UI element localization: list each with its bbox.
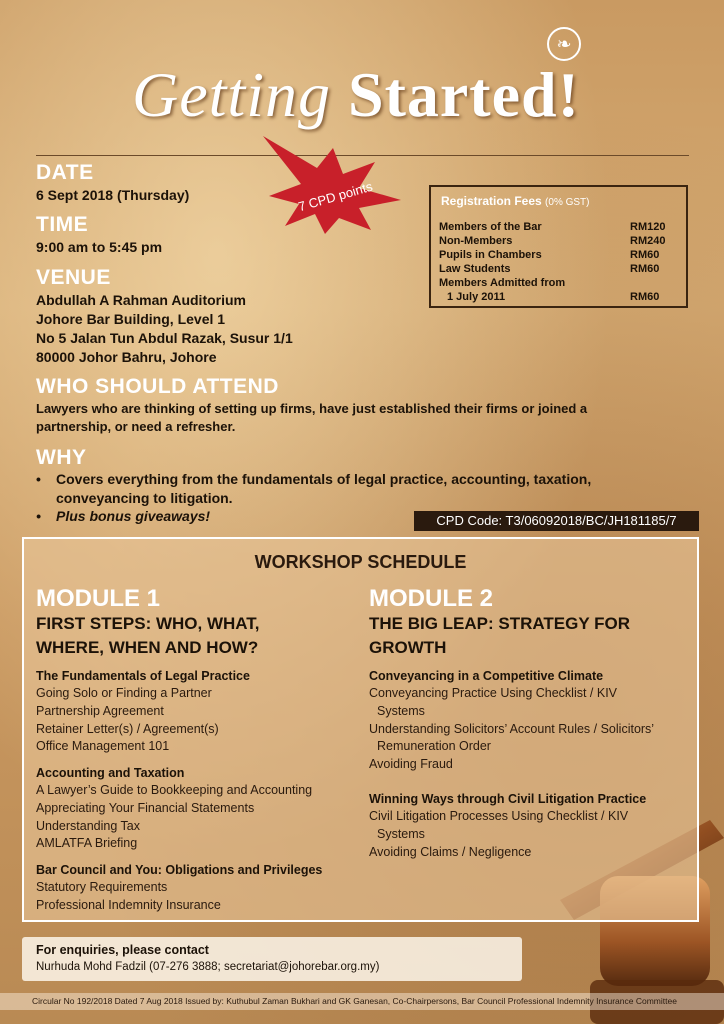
m1-list-item: Office Management 101 [36, 739, 170, 753]
why-bullet-2 [36, 507, 336, 526]
workshop-schedule-title: WORKSHOP SCHEDULE [254, 552, 467, 572]
m1-list-item: Statutory Requirements [36, 880, 168, 894]
venue-line-4: 80000 Johor Bahru, Johore [36, 349, 217, 365]
fee-name: Members of the Bar [439, 221, 542, 233]
venue-line-1: Abdullah A Rahman Auditorium [36, 292, 246, 308]
cpd-code: CPD Code: T3/06092018/BC/JH181185/7 [414, 511, 699, 531]
module-1-label: MODULE 1 [36, 585, 161, 612]
fees-title [441, 194, 590, 208]
fee-name: 1 July 2011 [447, 291, 506, 303]
fee-price: RM60 [630, 291, 660, 303]
m1-list-item: Understanding Tax [36, 819, 141, 833]
fee-name: Non-Members [439, 235, 513, 247]
m1-section-heading: The Fundamentals of Legal Practice [36, 669, 250, 683]
venue-line-3: No 5 Jalan Tun Abdul Razak, Susur 1/1 [36, 330, 293, 346]
who-heading: WHO SHOULD ATTEND [36, 375, 279, 398]
footer-bar [0, 993, 724, 1010]
why-bullet-2-text: Plus bonus giveaways! [56, 508, 211, 524]
m1-list-item: Appreciating Your Financial Statements [36, 801, 255, 815]
module-2-label: MODULE 2 [369, 585, 494, 612]
m1-list-item: Retainer Letter(s) / Agreement(s) [36, 722, 219, 736]
why-heading: WHY [36, 446, 87, 469]
who-line-2: partnership, or need a refresher. [36, 419, 236, 434]
m2-list-item: Conveyancing Practice Using Checklist / KIV [369, 686, 618, 700]
m1-list-item: A Lawyer’s Guide to Bookkeeping and Accounting [36, 783, 313, 797]
m2-section-heading: Winning Ways through Civil Litigation Practice [369, 792, 647, 806]
why-bullet-1-cont [36, 489, 676, 508]
footer-circular-text: Circular No 192/2018 Dated 7 Aug 2018 Issued by: Kuthubul Zaman Bukhari and GK Ganesan, Co-Chairpersons, Bar Council Professional Indemnity Insurance Committee [32, 996, 677, 1006]
module-2-subtitle-line-1: THE BIG LEAP: STRATEGY FOR [369, 614, 630, 633]
m2-section-heading: Conveyancing in a Competitive Climate [369, 669, 604, 683]
module-1-subtitle-line-1: FIRST STEPS: WHO, WHAT, [36, 614, 260, 633]
m1-section-heading: Bar Council and You: Obligations and Privileges [36, 863, 323, 877]
bullet-icon: • [36, 508, 41, 524]
why-bullet-1-line-2: conveyancing to litigation. [56, 490, 233, 506]
why-bullet-1-line-1: Covers everything from the fundamentals of legal practice, accounting, taxation, [56, 471, 592, 487]
fees-title-text: Registration Fees [441, 194, 542, 208]
who-line-1: Lawyers who are thinking of setting up firms, have just established their firms or joined a [36, 401, 588, 416]
venue-heading: VENUE [36, 266, 111, 289]
bullet-icon: • [36, 471, 41, 487]
date-heading: DATE [36, 161, 94, 184]
fee-price: RM60 [630, 263, 660, 275]
m1-section-heading: Accounting and Taxation [36, 766, 185, 780]
title-started: Started! [330, 59, 580, 130]
fee-price: RM120 [630, 221, 666, 233]
fees-gst-note: (0% GST) [545, 197, 590, 208]
cpd-starburst-icon [255, 130, 405, 235]
venue-line-2: Johore Bar Building, Level 1 [36, 311, 226, 327]
m2-list-item: Civil Litigation Processes Using Checklist / KIV [369, 809, 629, 823]
fee-name: Members Admitted from [439, 277, 566, 289]
title-getting: Getting [132, 59, 331, 130]
m1-list-item: Going Solo or Finding a Partner [36, 686, 212, 700]
fee-price: RM60 [630, 249, 660, 261]
fee-name: Pupils in Chambers [439, 249, 542, 261]
cpd-points-badge: 7 CPD points [296, 178, 375, 215]
enquiries-box [22, 937, 522, 981]
m2-list-item: Understanding Solicitors’ Account Rules / Solicitors’ [369, 722, 655, 736]
time-heading: TIME [36, 213, 89, 236]
m2-list-item: Avoiding Claims / Negligence [369, 845, 532, 859]
registration-fees-box [429, 185, 688, 308]
m2-list-item: Systems [377, 704, 425, 718]
m2-list-item: Remuneration Order [377, 739, 491, 753]
module-1-subtitle-line-2: WHERE, WHEN AND HOW? [36, 638, 259, 657]
m2-list-item: Avoiding Fraud [369, 757, 453, 771]
page-title [132, 58, 580, 132]
fee-price: RM240 [630, 235, 666, 247]
module-2-subtitle-line-2: GROWTH [369, 638, 447, 657]
m2-list-item: Systems [377, 827, 425, 841]
m1-list-item: Partnership Agreement [36, 704, 164, 718]
m1-list-item: AMLATFA Briefing [36, 836, 138, 850]
workshop-schedule-panel [22, 537, 699, 922]
enquiries-title: For enquiries, please contact [36, 943, 209, 957]
date-value: 6 Sept 2018 (Thursday) [36, 187, 190, 203]
fee-name: Law Students [439, 263, 511, 275]
time-value: 9:00 am to 5:45 pm [36, 239, 163, 255]
why-bullet-1 [36, 470, 676, 489]
bar-council-logo-icon: ❧ [547, 27, 581, 61]
enquiries-contact: Nurhuda Mohd Fadzil (07-276 3888; secretariat@johorebar.org.my) [36, 961, 380, 973]
m1-list-item: Professional Indemnity Insurance [36, 898, 221, 912]
